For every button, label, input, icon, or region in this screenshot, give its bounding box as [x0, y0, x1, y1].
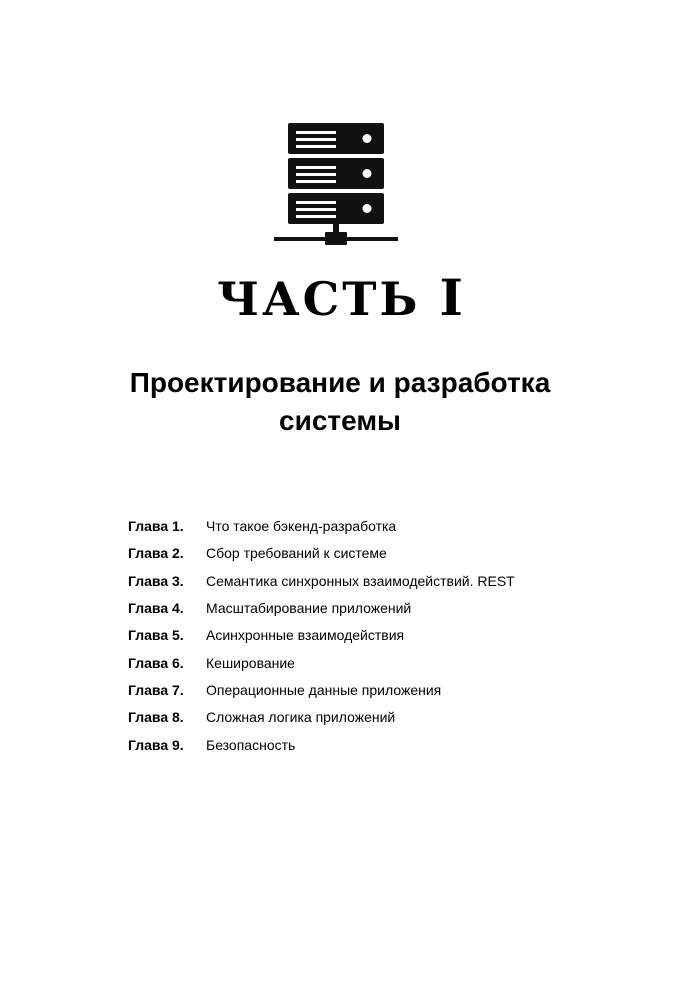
- chapter-item: [128, 649, 588, 676]
- chapter-title: Масштабирование приложений: [206, 600, 412, 617]
- section-title: [0, 364, 680, 440]
- part-title: [0, 268, 680, 329]
- chapter-number: Глава 4.: [128, 600, 184, 617]
- chapter-title: Операционные данные приложения: [206, 681, 442, 698]
- chapter-number: Глава 2.: [128, 545, 184, 562]
- chapter-item: [128, 677, 588, 704]
- chapter-title: Кеширование: [206, 654, 295, 671]
- chapter-number: Глава 1.: [128, 518, 184, 535]
- chapter-title: Сбор требований к системе: [206, 545, 387, 562]
- chapter-item: [128, 595, 588, 622]
- chapter-number: Глава 8.: [128, 709, 184, 726]
- chapter-item: [128, 704, 588, 731]
- section-title-line-1: Проектирование и разработка: [129, 367, 551, 398]
- chapter-item: [128, 568, 588, 595]
- chapter-number: Глава 9.: [128, 736, 184, 753]
- chapter-number: Глава 7.: [128, 681, 184, 698]
- part-number: I: [439, 268, 463, 327]
- server-rack-network-icon: [274, 120, 404, 250]
- section-title-line-2: системы: [279, 405, 401, 436]
- chapter-number: Глава 6.: [128, 654, 184, 671]
- chapter-item: [128, 513, 588, 540]
- chapter-title: Сложная логика приложений: [206, 709, 396, 726]
- chapter-title: Семантика синхронных взаимодействий. REST: [206, 572, 515, 589]
- chapter-number: Глава 3.: [128, 572, 184, 589]
- chapter-number: Глава 5.: [128, 627, 184, 644]
- chapter-title: Безопасность: [206, 736, 296, 753]
- chapter-title: Асинхронные взаимодействия: [206, 627, 405, 644]
- chapter-item: [128, 540, 588, 567]
- part-word: ЧАСТЬ: [217, 272, 421, 326]
- chapter-list: [128, 513, 588, 759]
- chapter-item: [128, 622, 588, 649]
- chapter-title: Что такое бэкенд-разработка: [206, 518, 397, 535]
- chapter-item: [128, 731, 588, 758]
